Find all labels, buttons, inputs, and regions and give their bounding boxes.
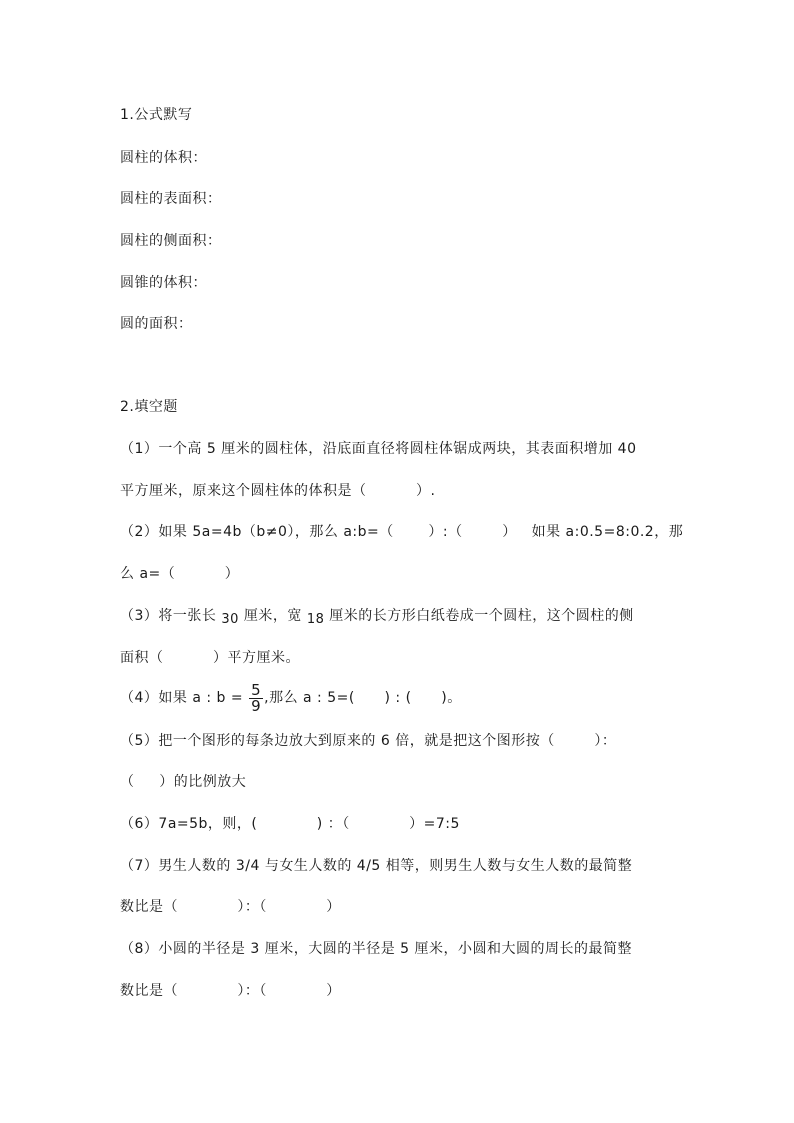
question-3-length: 30 xyxy=(221,612,239,627)
formula-cylinder-volume: 圆柱的体积： xyxy=(120,150,207,166)
fraction-numerator: 5 xyxy=(251,680,262,699)
question-1-line-2: 平方厘米，原来这个圆柱体的体积是（ ）. xyxy=(120,483,436,499)
section2-heading: 2.填空题 xyxy=(120,399,178,415)
formula-circle-area: 圆的面积： xyxy=(120,316,193,332)
question-2-line-1: （2）如果 5a=4b（b≠0），那么 a:b=（ ）:（ ） 如果 a:0.5=8:0.2，那 xyxy=(120,524,684,540)
question-3-text-a: （3）将一张长 xyxy=(120,608,222,624)
formula-cylinder-surface-area: 圆柱的表面积： xyxy=(120,191,222,207)
question-4 xyxy=(120,681,462,715)
question-4-prefix: （4）如果 a : b = xyxy=(120,690,249,706)
question-7-line-1: （7）男生人数的 3/4 与女生人数的 4/5 相等，则男生人数与女生人数的最简整 xyxy=(120,858,633,874)
question-7-line-2: 数比是（ ）：（ ） xyxy=(120,899,341,915)
fraction xyxy=(249,680,263,715)
question-4-suffix: ,那么 a : 5=( ) : ( )。 xyxy=(264,690,462,706)
question-6: （6）7a=5b，则，( ) ：（ ）=7:5 xyxy=(120,816,460,832)
section1-heading: 1.公式默写 xyxy=(120,107,193,123)
question-8-line-2: 数比是（ ）：（ ） xyxy=(120,983,341,999)
formula-cone-volume: 圆锥的体积： xyxy=(120,275,207,291)
question-3-text-c: 厘米的长方形白纸卷成一个圆柱，这个圆柱的侧 xyxy=(324,608,634,624)
question-5-line-1: （5）把一个图形的每条边放大到原来的 6 倍，就是把这个图形按（ ）： xyxy=(120,733,617,749)
question-3-width: 18 xyxy=(306,612,325,627)
question-1-line-1: （1）一个高 5 厘米的圆柱体，沿底面直径将圆柱体锯成两块，其表面积增加 40 xyxy=(120,441,637,457)
question-3-text-b: 厘米，宽 xyxy=(238,608,307,624)
fraction-denominator: 9 xyxy=(251,696,262,715)
formula-cylinder-lateral-area: 圆柱的侧面积： xyxy=(120,233,222,249)
question-2-line-2: 么 a=（ ） xyxy=(120,566,240,582)
question-8-line-1: （8）小圆的半径是 3 厘米，大圆的半径是 5 厘米，小圆和大圆的周长的最简整 xyxy=(120,941,633,957)
question-3-line-2: 面积（ ）平方厘米。 xyxy=(120,650,301,666)
question-3-line-1 xyxy=(120,606,634,627)
question-5-line-2: （ ）的比例放大 xyxy=(120,774,247,790)
